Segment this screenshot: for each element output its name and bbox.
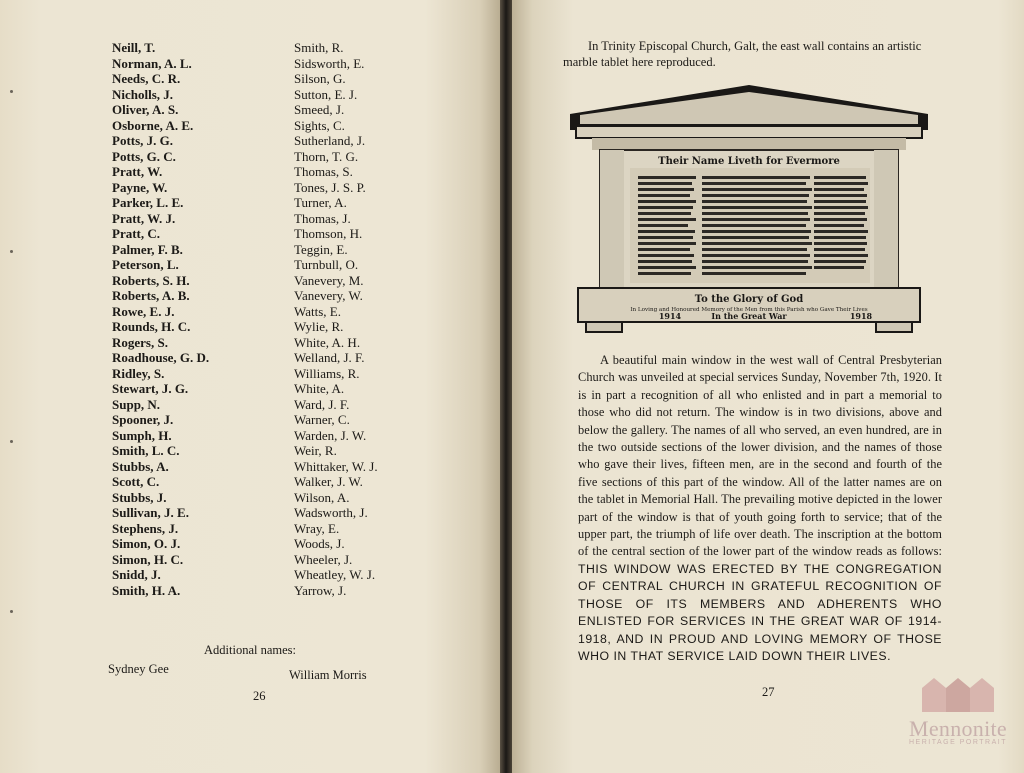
soldier-name: Sutherland, J. [294,133,366,148]
soldier-name: Thomas, S. [294,164,353,179]
soldier-name: Turnbull, O. [294,257,359,272]
soldier-name: Pratt, C. [112,226,161,241]
soldier-name: Whittaker, W. J. [294,458,378,474]
soldier-name: White, A. H. [294,334,361,350]
soldier-name: Thomas, J. [294,210,351,226]
soldier-name: Wheatley, W. J. [294,567,376,582]
tablet-war: In the Great War [711,311,787,321]
soldier-name: Potts, G. C. [112,148,176,164]
binding-hole [10,250,13,253]
soldier-name: Osborne, A. E. [112,117,194,133]
binding-hole [10,90,13,93]
soldier-name: Nicholls, J. [112,86,174,102]
soldier-name: Welland, J. F. [294,350,365,365]
soldier-name: Stubbs, A. [112,458,169,474]
soldier-name: Pratt, W. [112,164,163,179]
soldier-name: Parker, L. E. [112,195,184,210]
soldier-name: Supp, N. [112,396,161,412]
names-column-2 [294,40,378,598]
soldier-name: Payne, W. [112,179,168,195]
tablet-year-start: 1914 [658,311,682,321]
names-column-1 [112,40,209,598]
soldier-name: Scott, C. [112,474,160,489]
window-inscription: THIS WINDOW WAS ERECTED BY THE CONGREGATION OF CENTRAL CHURCH IN GRATEFUL RECOGNITION OF THOSE OF ITS MEMBERS AND ADHERENTS WHO ENLISTED FOR SERVICES IN THE GREAT WAR OF 1914-1918, AND IN PROUD AND LOVING MEMORY OF THOSE WHO IN THAT SERVICE LAID DOWN THEIR LIVES. [578,561,942,663]
soldier-name: Smith, L. C. [112,443,180,458]
soldier-name: Neill, T. [112,40,156,55]
watermark-word: Mennonite [908,716,1007,741]
soldier-name: Norman, A. L. [112,55,192,71]
soldier-name: Wheeler, J. [294,551,353,567]
tablet-header: Their Name Liveth for Evermore [658,156,840,167]
body-paragraph [578,352,942,665]
soldier-name: Woods, J. [294,536,345,551]
intro-paragraph: In Trinity Episcopal Church, Galt, the east wall contains an artistic marble tablet here reproduced. [563,39,922,69]
soldier-name: Palmer, F. B. [112,241,183,257]
soldier-name: Vanevery, W. [294,288,363,303]
additional-name: William Morris [289,668,367,682]
body-text: A beautiful main window in the west wall of Central Presbyterian Church was unveiled at special services Sunday, November 7th, 1920. It is in part a recognition of all who enlisted and in part a memorial to those who did not return. The window is in two divisions, above and below the gallery. The names of all who served, an even hundred, are in the two outside sections of the lower division, and the names of those who gave their lives, fifteen men, are in the second and fourth of the five sections of this part of the window. All of the latter names are on the tablet in Memorial Hall. The prevailing motive depicted in the lower part of the window is that of youth going forth to service; that of the upper part, the triumph of life over death. The inscription at the bottom of the central section of the lower part of the window reads as follows: [578,353,942,559]
mennonite-heritage-watermark [898,676,1018,746]
soldier-name: Sutton, E. J. [294,86,358,102]
tablet-footer-line2: In Loving and Honoured Memory of the Men from this Parish who Gave Their Lives [630,307,868,313]
soldier-name: Smith, H. A. [112,582,181,598]
soldier-name: Vanevery, M. [294,272,364,288]
soldier-name: Sights, C. [294,117,345,133]
soldier-name: Smeed, J. [294,102,345,117]
tablet-footer-line1: To the Glory of God [694,294,804,305]
soldier-name: Williams, R. [294,365,360,381]
soldier-name: Warner, C. [294,412,350,427]
soldier-name: Turner, A. [294,195,347,210]
soldier-name: Ward, J. F. [294,396,350,412]
soldier-name: Wylie, R. [294,319,344,334]
soldier-name: Rounds, H. C. [112,319,191,334]
memorial-tablet-image [566,82,932,336]
soldier-name: Roadhouse, G. D. [112,350,210,365]
soldier-name: Oliver, A. S. [112,102,179,117]
additional-names-label: Additional names: [204,643,296,657]
soldier-name: Silson, G. [294,71,346,86]
soldier-name: Thorn, T. G. [294,148,359,164]
soldier-name: Thomson, H. [294,226,363,241]
binding-hole [10,440,13,443]
book-spine [500,0,512,773]
soldier-name: Snidd, J. [112,567,161,582]
soldier-name: Weir, R. [294,443,337,458]
soldier-name: Yarrow, J. [294,582,347,598]
soldier-name: Potts, J. G. [112,133,174,148]
soldier-name: White, A. [294,381,345,396]
soldier-name: Needs, C. R. [112,71,181,86]
soldier-name: Simon, H. C. [112,551,184,567]
soldier-name: Sullivan, J. E. [112,505,189,520]
soldier-name: Wadsworth, J. [294,505,368,520]
soldier-name: Smith, R. [294,40,344,55]
soldier-name: Teggin, E. [294,241,348,257]
soldier-name: Stewart, J. G. [112,381,189,396]
watermark-subtitle: HERITAGE PORTRAIT [909,739,1007,746]
heritage-logo-icon [922,676,994,712]
soldier-name: Rowe, E. J. [112,303,175,319]
soldier-name: Peterson, L. [112,257,179,272]
soldier-name: Watts, E. [294,303,341,319]
soldier-name: Walker, J. W. [294,474,363,489]
page-number-left: 26 [253,689,266,703]
soldier-name: Sidsworth, E. [294,55,365,71]
soldier-name: Wilson, A. [294,489,350,505]
soldier-name: Sumph, H. [112,427,172,443]
soldier-name: Stephens, J. [112,520,179,536]
soldier-name: Tones, J. S. P. [294,179,366,195]
soldier-name: Warden, J. W. [294,427,367,443]
page-number-right: 27 [762,685,775,699]
soldier-name: Spooner, J. [112,412,174,427]
binding-hole [10,610,13,613]
additional-name: Sydney Gee [108,662,169,676]
soldier-name: Simon, O. J. [112,536,181,551]
soldier-name: Ridley, S. [112,365,165,381]
soldier-name: Rogers, S. [112,334,168,350]
soldier-name: Wray, E. [294,520,340,536]
soldier-name: Roberts, A. B. [112,288,190,303]
soldier-name: Roberts, S. H. [112,272,190,288]
soldier-name: Stubbs, J. [112,489,167,505]
soldier-name: Pratt, W. J. [112,210,176,226]
tablet-year-end: 1918 [849,311,873,321]
